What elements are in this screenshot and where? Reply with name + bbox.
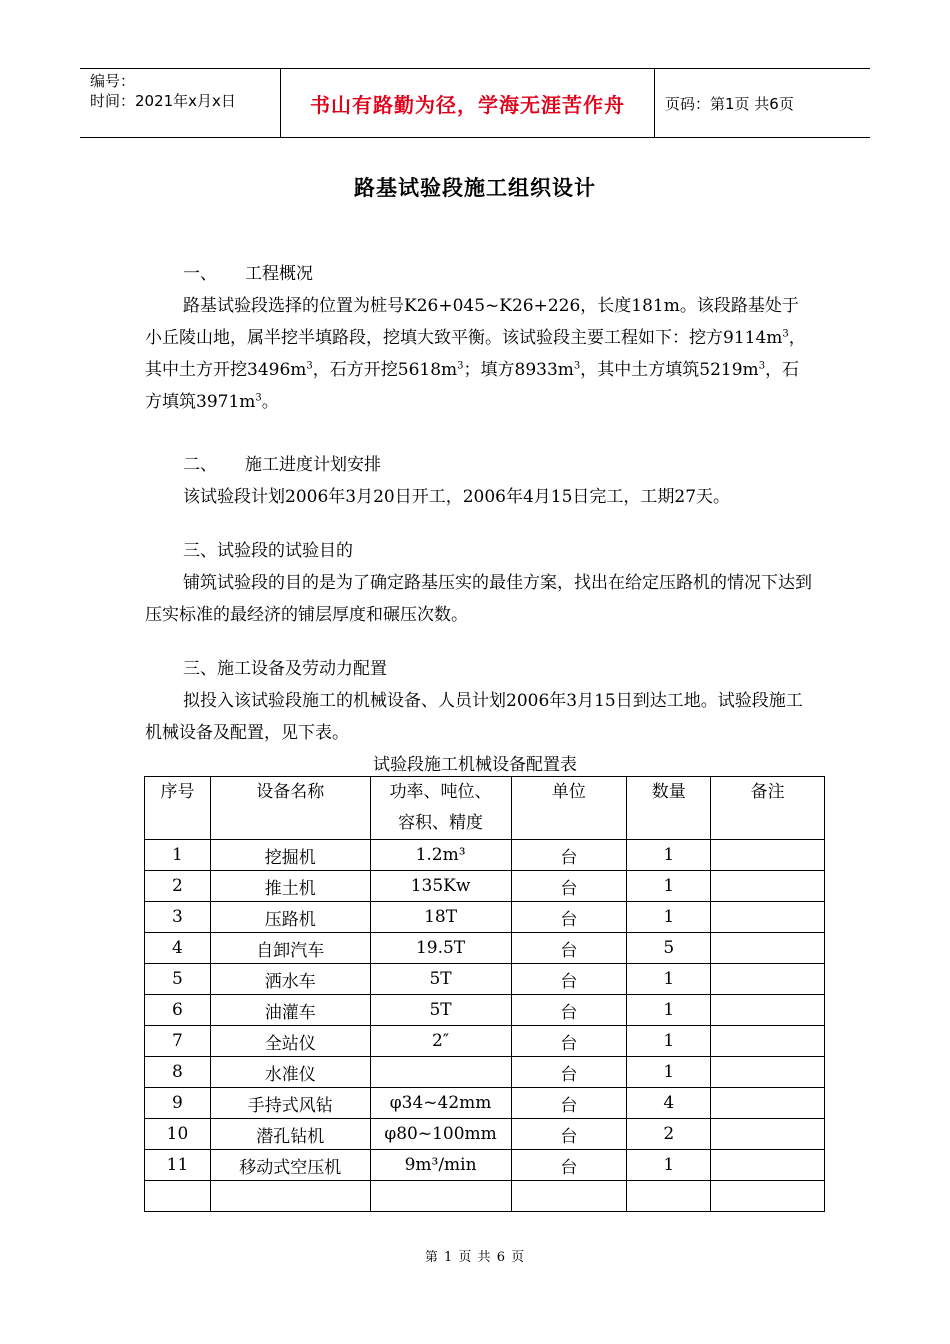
cell-name: 手持式风钻 [210, 1088, 370, 1119]
section-4-heading: 三、施工设备及劳动力配置 [183, 659, 387, 679]
cell-spec: 135Kw [370, 871, 511, 902]
cell-index: 5 [145, 964, 211, 995]
section-3-heading: 三、试验段的试验目的 [183, 541, 353, 561]
cell-remark [711, 840, 825, 871]
page-footer: 第 1 页 共 6 页 [424, 1250, 526, 1265]
cell-name [210, 1181, 370, 1212]
cell-name: 洒水车 [210, 964, 370, 995]
section-3-paragraph: 铺筑试验段的目的是为了确定路基压实的最佳方案，找出在给定压路机的情况下达到压实标准的最经济的铺层厚度和碾压次数。 [145, 573, 812, 625]
cell-unit: 台 [511, 964, 627, 995]
cell-unit: 台 [511, 995, 627, 1026]
cell-index: 4 [145, 933, 211, 964]
cell-index: 9 [145, 1088, 211, 1119]
cell-unit: 台 [511, 871, 627, 902]
col-header-qty: 数量 [627, 777, 711, 840]
table-row [145, 1057, 825, 1088]
cell-qty: 1 [627, 902, 711, 933]
cell-unit: 台 [511, 902, 627, 933]
cell-remark [711, 1181, 825, 1212]
cell-remark [711, 1026, 825, 1057]
cell-name: 推土机 [210, 871, 370, 902]
cell-spec: 5T [370, 964, 511, 995]
cell-spec: 18T [370, 902, 511, 933]
document-body [145, 258, 815, 749]
cell-spec: 5T [370, 995, 511, 1026]
table-row [145, 995, 825, 1026]
table-row [145, 840, 825, 871]
cell-index: 7 [145, 1026, 211, 1057]
cell-remark [711, 964, 825, 995]
cell-qty: 4 [627, 1088, 711, 1119]
col-header-index: 序号 [145, 777, 211, 840]
header-motto: 书山有路勤为径，学海无涯苦作舟 [281, 69, 655, 137]
cell-qty: 1 [627, 871, 711, 902]
table-row [145, 1026, 825, 1057]
col-header-unit: 单位 [511, 777, 627, 840]
section-4-paragraph: 拟投入该试验段施工的机械设备、人员计划2006年3月15日到达工地。试验段施工机械设备及配置，见下表。 [145, 691, 803, 743]
cell-remark [711, 902, 825, 933]
page-header [80, 68, 870, 138]
document-title: 路基试验段施工组织设计 [354, 175, 596, 200]
table-row [145, 902, 825, 933]
col-header-remark: 备注 [711, 777, 825, 840]
cell-remark [711, 1057, 825, 1088]
cell-name: 水准仪 [210, 1057, 370, 1088]
cell-remark [711, 995, 825, 1026]
cell-name: 油灌车 [210, 995, 370, 1026]
cell-qty: 1 [627, 1150, 711, 1181]
col-header-spec: 功率、吨位、 容积、精度 [370, 777, 511, 840]
cell-index: 8 [145, 1057, 211, 1088]
cell-spec [370, 1057, 511, 1088]
col-header-name: 设备名称 [210, 777, 370, 840]
cell-remark [711, 871, 825, 902]
cell-qty: 1 [627, 840, 711, 871]
cell-remark [711, 1119, 825, 1150]
cell-spec: φ34~42mm [370, 1088, 511, 1119]
section-title: 施工进度计划安排 [245, 455, 381, 475]
table-row [145, 1150, 825, 1181]
cell-remark [711, 1088, 825, 1119]
equipment-table [144, 776, 825, 1212]
cell-name: 移动式空压机 [210, 1150, 370, 1181]
cell-index: 11 [145, 1150, 211, 1181]
cell-index [145, 1181, 211, 1212]
cell-remark [711, 933, 825, 964]
section-number: 二、 [183, 455, 217, 475]
cell-index: 1 [145, 840, 211, 871]
date-text: 时间：2021年x月x日 [90, 92, 236, 110]
section-number: 一、 [183, 264, 217, 284]
cell-unit: 台 [511, 1119, 627, 1150]
cell-qty: 1 [627, 964, 711, 995]
code-label: 编号： [90, 72, 136, 90]
cell-name: 全站仪 [210, 1026, 370, 1057]
cell-qty: 1 [627, 1026, 711, 1057]
cell-qty: 5 [627, 933, 711, 964]
section-1-heading [145, 258, 815, 290]
cell-unit: 台 [511, 1026, 627, 1057]
cell-qty [627, 1181, 711, 1212]
cell-index: 2 [145, 871, 211, 902]
cell-spec: 1.2m³ [370, 840, 511, 871]
table-row [145, 1181, 825, 1212]
section-title: 工程概况 [245, 264, 313, 284]
cell-name: 压路机 [210, 902, 370, 933]
cell-name: 挖掘机 [210, 840, 370, 871]
cell-index: 10 [145, 1119, 211, 1150]
cell-remark [711, 1150, 825, 1181]
cell-qty: 1 [627, 1057, 711, 1088]
cell-unit: 台 [511, 1057, 627, 1088]
table-row [145, 933, 825, 964]
section-2-heading [145, 449, 815, 481]
table-row [145, 1119, 825, 1150]
cell-spec [370, 1181, 511, 1212]
cell-spec: φ80~100mm [370, 1119, 511, 1150]
cell-unit: 台 [511, 840, 627, 871]
cell-unit [511, 1181, 627, 1212]
cell-name: 潜孔钻机 [210, 1119, 370, 1150]
cell-unit: 台 [511, 1088, 627, 1119]
section-2-paragraph: 该试验段计划2006年3月20日开工，2006年4月15日完工，工期27天。 [183, 487, 731, 507]
header-info [80, 69, 281, 137]
cell-qty: 1 [627, 995, 711, 1026]
table-header-row [145, 777, 825, 840]
table-row [145, 1088, 825, 1119]
header-page-number: 页码：第1页 共6页 [665, 94, 794, 113]
table-row [145, 871, 825, 902]
cell-spec: 9m³/min [370, 1150, 511, 1181]
cell-unit: 台 [511, 933, 627, 964]
cell-name: 自卸汽车 [210, 933, 370, 964]
table-caption: 试验段施工机械设备配置表 [373, 755, 577, 775]
cell-spec: 19.5T [370, 933, 511, 964]
table-row [145, 964, 825, 995]
cell-index: 6 [145, 995, 211, 1026]
cell-qty: 2 [627, 1119, 711, 1150]
cell-spec: 2″ [370, 1026, 511, 1057]
section-1-paragraph: 路基试验段选择的位置为桩号K26+045~K26+226，长度181m。该段路基处于小丘陵山地，属半挖半填路段，挖填大致平衡。该试验段主要工程如下：挖方$9114m^3$，其中土方开挖$3496m^3$，石方开挖$5618m^3$；填方$8933m^3$，其中土方填筑$5219m^3$，石方填筑$3971m^3$。 [145, 296, 806, 412]
cell-unit: 台 [511, 1150, 627, 1181]
cell-index: 3 [145, 902, 211, 933]
